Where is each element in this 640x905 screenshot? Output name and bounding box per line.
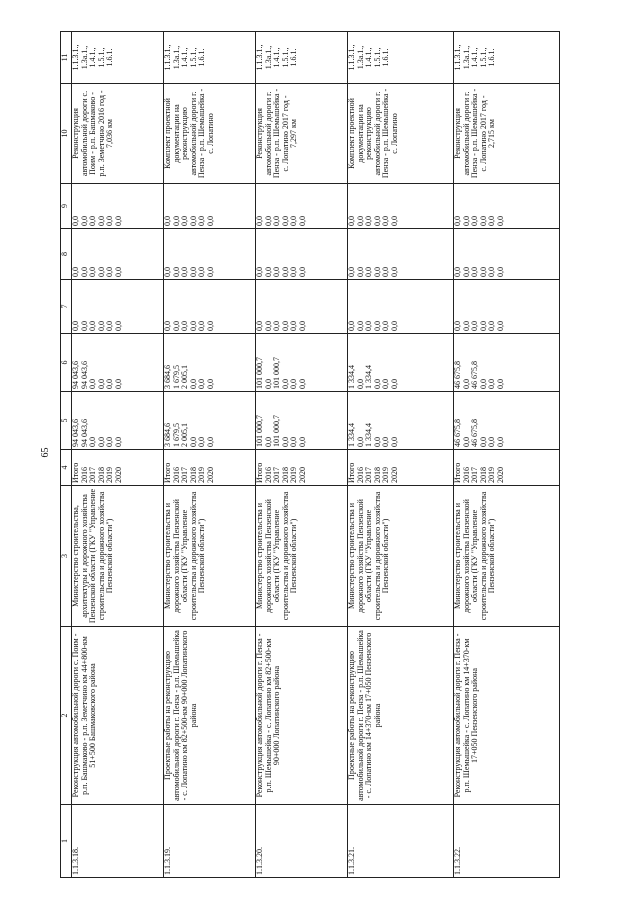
funding-local bbox=[164, 229, 256, 280]
funding-other bbox=[164, 184, 256, 229]
cell-line: 1 679,5 bbox=[171, 423, 181, 447]
cell-line: 0,0 bbox=[180, 321, 190, 331]
cell-line: 1 679,5 bbox=[171, 365, 181, 389]
cell-line: 0,0 bbox=[461, 321, 471, 331]
cell-line: 0,0 bbox=[88, 216, 98, 226]
cell-line: 101 000,7 bbox=[255, 357, 264, 389]
cell-line: 0,0 bbox=[478, 379, 488, 389]
col-header: 4 bbox=[61, 450, 72, 486]
cell-line: 0,0 bbox=[461, 379, 471, 389]
funding-local bbox=[256, 229, 348, 280]
cell-line: 2016 bbox=[79, 467, 89, 483]
cell-line: 1.4.1., bbox=[180, 47, 190, 68]
cell-line: 0,0 bbox=[113, 379, 123, 389]
cell-line: 0,0 bbox=[487, 321, 497, 331]
cell-line: Итого bbox=[71, 462, 80, 483]
page-number: 65 bbox=[40, 447, 51, 458]
expected-result: Реконструкция автомобильной дороги г. Пенза - р.п. Шемышейка - с. Лопатино 2017 год - 2,715 км bbox=[454, 84, 560, 184]
indicator-links bbox=[256, 32, 348, 84]
cell-line: 0,0 bbox=[263, 321, 273, 331]
cell-line: 0,0 bbox=[355, 437, 365, 447]
cell-line: 2017 bbox=[180, 467, 190, 483]
cell-line: 1.1.3.1., bbox=[71, 44, 80, 71]
col-header: 2 bbox=[61, 627, 72, 805]
cell-line: 0,0 bbox=[381, 216, 391, 226]
cell-line: 1.3а.1., bbox=[355, 45, 365, 70]
cell-line: 0,0 bbox=[205, 437, 215, 447]
cell-line: 0,0 bbox=[453, 321, 462, 331]
cell-line: 0,0 bbox=[113, 437, 123, 447]
cell-line: 0,0 bbox=[205, 216, 215, 226]
cell-line: 1.6.1. bbox=[197, 48, 207, 67]
cell-line: 0,0 bbox=[355, 267, 365, 277]
cell-line: 0,0 bbox=[197, 267, 207, 277]
cell-line: 46 675,8 bbox=[453, 419, 462, 447]
cell-line: 0,0 bbox=[347, 267, 356, 277]
col-header: 3 bbox=[61, 486, 72, 627]
activity-name: Проектные работы на реконструкцию автомобильной дороги г. Пенза - р.п. Шемышейка - с. Лопатино км 14+370-км 17+050 Пензенского района bbox=[348, 627, 454, 805]
cell-line: Итого bbox=[255, 462, 264, 483]
cell-line: 0,0 bbox=[364, 321, 374, 331]
cell-line: 0,0 bbox=[355, 216, 365, 226]
cell-line: 0,0 bbox=[461, 267, 471, 277]
cell-line: 1 334,4 bbox=[364, 365, 374, 389]
cell-line: 0,0 bbox=[487, 216, 497, 226]
row-number: 1.1.3.19. bbox=[164, 805, 256, 878]
cell-line: 2017 bbox=[88, 467, 98, 483]
cell-line: 2019 bbox=[197, 467, 207, 483]
funding-total bbox=[454, 392, 560, 450]
table-row bbox=[256, 32, 348, 878]
cell-line: 2017 bbox=[364, 467, 374, 483]
cell-line: 1.1.3.1., bbox=[255, 44, 264, 71]
cell-line: 0,0 bbox=[495, 267, 505, 277]
col-header: 6 bbox=[61, 334, 72, 392]
cell-line: Итого bbox=[347, 462, 356, 483]
cell-line: 2016 bbox=[171, 467, 181, 483]
funding-federal bbox=[256, 280, 348, 334]
cell-line: 0,0 bbox=[188, 437, 198, 447]
cell-line: 0,0 bbox=[478, 437, 488, 447]
cell-line: 0,0 bbox=[71, 267, 80, 277]
activity-name: Проектные работы на реконструкцию автомобильной дороги г. Пенза - р.п. Шемышейка - с. Лопатино км 82+500-км 90+000 Лопатинского района bbox=[164, 627, 256, 805]
cell-line: 1.6.1. bbox=[381, 48, 391, 67]
cell-line: 46 675,8 bbox=[470, 419, 480, 447]
cell-line: 0,0 bbox=[495, 321, 505, 331]
cell-line: 0,0 bbox=[197, 216, 207, 226]
cell-line: 101 000,7 bbox=[272, 357, 282, 389]
cell-line: 94 043,6 bbox=[71, 419, 80, 447]
cell-line: 0,0 bbox=[461, 437, 471, 447]
cell-line: 0,0 bbox=[389, 216, 399, 226]
expected-result: Комплект проектной документации на реконструкцию автомобильной дороги г. Пенза - р.п. Шемышейка - с. Лопатино bbox=[164, 84, 256, 184]
cell-line: 1.1.3.1., bbox=[453, 44, 462, 71]
cell-line: 0,0 bbox=[487, 437, 497, 447]
cell-line: 0,0 bbox=[453, 216, 462, 226]
cell-line: 0,0 bbox=[255, 321, 264, 331]
cell-line: 0,0 bbox=[297, 379, 307, 389]
cell-line: 0,0 bbox=[105, 267, 115, 277]
cell-line: 0,0 bbox=[105, 321, 115, 331]
header-row bbox=[61, 32, 72, 878]
cell-line: 1.3а.1., bbox=[461, 45, 471, 70]
cell-line: 0,0 bbox=[372, 216, 382, 226]
cell-line: 1 334,4 bbox=[364, 423, 374, 447]
cell-line: 0,0 bbox=[389, 267, 399, 277]
table-row bbox=[454, 32, 560, 878]
cell-line: 2020 bbox=[389, 467, 399, 483]
cell-line: 0,0 bbox=[381, 437, 391, 447]
cell-line: 0,0 bbox=[478, 321, 488, 331]
period-years bbox=[348, 450, 454, 486]
cell-line: 0,0 bbox=[297, 321, 307, 331]
cell-line: Итого bbox=[453, 462, 462, 483]
col-header: 8 bbox=[61, 229, 72, 280]
funding-federal bbox=[454, 280, 560, 334]
col-header: 11 bbox=[61, 32, 72, 84]
funding-other bbox=[72, 184, 164, 229]
cell-line: 0,0 bbox=[255, 267, 264, 277]
cell-line: 0,0 bbox=[205, 321, 215, 331]
cell-line: 0,0 bbox=[389, 321, 399, 331]
cell-line: 2019 bbox=[289, 467, 299, 483]
executor-name: Министерство строительства и дорожного хозяйства Пензенской области (ГКУ "Управление строительства и дорожного хозяйства Пензенской области") bbox=[256, 486, 348, 627]
cell-line: 1.4.1., bbox=[272, 47, 282, 68]
cell-line: 0,0 bbox=[88, 437, 98, 447]
cell-line: 1.3а.1., bbox=[263, 45, 273, 70]
cell-line: 0,0 bbox=[263, 267, 273, 277]
cell-line: 0,0 bbox=[205, 379, 215, 389]
cell-line: 1.6.1. bbox=[289, 48, 299, 67]
col-header: 1 bbox=[61, 805, 72, 878]
cell-line: 0,0 bbox=[289, 267, 299, 277]
cell-line: 2018 bbox=[372, 467, 382, 483]
cell-line: 2016 bbox=[461, 467, 471, 483]
cell-line: 0,0 bbox=[96, 379, 106, 389]
cell-line: 0,0 bbox=[372, 321, 382, 331]
cell-line: 0,0 bbox=[297, 437, 307, 447]
cell-line: 0,0 bbox=[381, 379, 391, 389]
cell-line: 46 675,8 bbox=[453, 361, 462, 389]
expected-result: Комплект проектной документации на реконструкцию автомобильной дороги г. Пенза - р.п. Шемышейка - с. Лопатино bbox=[348, 84, 454, 184]
cell-line: 0,0 bbox=[197, 437, 207, 447]
cell-line: 94 043,6 bbox=[79, 361, 89, 389]
cell-line: 0,0 bbox=[297, 267, 307, 277]
cell-line: 0,0 bbox=[255, 216, 264, 226]
funding-federal bbox=[348, 280, 454, 334]
cell-line: 1.1.3.1., bbox=[347, 44, 356, 71]
funding-total bbox=[256, 392, 348, 450]
cell-line: 0,0 bbox=[487, 379, 497, 389]
cell-line: 0,0 bbox=[280, 216, 290, 226]
cell-line: Итого bbox=[163, 462, 172, 483]
cell-line: 3 684,6 bbox=[163, 365, 172, 389]
cell-line: 2018 bbox=[280, 467, 290, 483]
cell-line: 0,0 bbox=[105, 216, 115, 226]
cell-line: 0,0 bbox=[263, 379, 273, 389]
cell-line: 1.6.1. bbox=[105, 48, 115, 67]
cell-line: 2017 bbox=[272, 467, 282, 483]
cell-line: 0,0 bbox=[197, 321, 207, 331]
cell-line: 0,0 bbox=[188, 321, 198, 331]
funding-federal bbox=[164, 280, 256, 334]
cell-line: 1.4.1., bbox=[470, 47, 480, 68]
expected-result: Реконструкция автомобильной дороги г. Пенза - р.п. Шемышейка - с. Лопатино 2017 год - 7,297 км bbox=[256, 84, 348, 184]
cell-line: 2018 bbox=[478, 467, 488, 483]
period-years bbox=[72, 450, 164, 486]
cell-line: 0,0 bbox=[372, 379, 382, 389]
cell-line: 0,0 bbox=[272, 321, 282, 331]
col-header: 7 bbox=[61, 280, 72, 334]
funding-local bbox=[454, 229, 560, 280]
table-row bbox=[348, 32, 454, 878]
cell-line: 0,0 bbox=[289, 437, 299, 447]
cell-line: 1.5.1., bbox=[372, 47, 382, 68]
cell-line: 1.5.1., bbox=[188, 47, 198, 68]
cell-line: 0,0 bbox=[272, 267, 282, 277]
cell-line: 2020 bbox=[205, 467, 215, 483]
indicator-links bbox=[348, 32, 454, 84]
cell-line: 0,0 bbox=[79, 321, 89, 331]
cell-line: 0,0 bbox=[163, 321, 172, 331]
funding-total bbox=[164, 392, 256, 450]
cell-line: 2019 bbox=[381, 467, 391, 483]
cell-line: 0,0 bbox=[263, 216, 273, 226]
cell-line: 0,0 bbox=[372, 437, 382, 447]
cell-line: 101 000,7 bbox=[255, 415, 264, 447]
cell-line: 0,0 bbox=[188, 267, 198, 277]
row-number: 1.1.3.20. bbox=[256, 805, 348, 878]
funding-local bbox=[348, 229, 454, 280]
cell-line: 0,0 bbox=[297, 216, 307, 226]
cell-line: 0,0 bbox=[180, 216, 190, 226]
cell-line: 0,0 bbox=[389, 379, 399, 389]
row-number: 1.1.3.18. bbox=[72, 805, 164, 878]
cell-line: 0,0 bbox=[364, 216, 374, 226]
cell-line: 0,0 bbox=[347, 216, 356, 226]
cell-line: 1.6.1. bbox=[487, 48, 497, 67]
cell-line: 0,0 bbox=[197, 379, 207, 389]
cell-line: 0,0 bbox=[389, 437, 399, 447]
cell-line: 1.5.1., bbox=[280, 47, 290, 68]
cell-line: 0,0 bbox=[96, 321, 106, 331]
executor-name: Министерство строительства и дорожного хозяйства Пензенской области (ГКУ "Управление строительства и дорожного хозяйства Пензенской области") bbox=[348, 486, 454, 627]
cell-line: 2019 bbox=[105, 467, 115, 483]
cell-line: 1 334,4 bbox=[347, 423, 356, 447]
cell-line: 0,0 bbox=[180, 267, 190, 277]
funding-regional bbox=[164, 334, 256, 392]
cell-line: 0,0 bbox=[171, 216, 181, 226]
cell-line: 0,0 bbox=[495, 379, 505, 389]
row-number: 1.1.3.21. bbox=[348, 805, 454, 878]
cell-line: 0,0 bbox=[188, 216, 198, 226]
cell-line: 46 675,8 bbox=[470, 361, 480, 389]
activity-name: Реконструкция автомобильной дороги г. Пенза - р.п. Шемышейка - с. Лопатино км 82+500-км 90+000 Лопатинского района bbox=[256, 627, 348, 805]
row-number: 1.1.3.22. bbox=[454, 805, 560, 878]
cell-line: 2020 bbox=[113, 467, 123, 483]
cell-line: 0,0 bbox=[470, 321, 480, 331]
cell-line: 0,0 bbox=[280, 267, 290, 277]
expected-result: Реконструкция автомобильной дороги с. Поим - р.п. Башмаково - р.п. Земетчино 2016 год - 7,036 км bbox=[72, 84, 164, 184]
cell-line: 0,0 bbox=[79, 216, 89, 226]
period-years bbox=[256, 450, 348, 486]
funding-regional bbox=[454, 334, 560, 392]
cell-line: 1.4.1., bbox=[364, 47, 374, 68]
cell-line: 2 005,1 bbox=[180, 423, 190, 447]
cell-line: 0,0 bbox=[113, 321, 123, 331]
cell-line: 0,0 bbox=[470, 267, 480, 277]
executor-name: Министерство строительства и дорожного хозяйства Пензенской области (ГКУ "Управление строительства и дорожного хозяйства Пензенской области") bbox=[164, 486, 256, 627]
activity-name: Реконструкция автомобильной дороги с. Поим - р.п. Башмаково - р.п. Земетчино км 44+800-км 51+500 Башмаковского района bbox=[72, 627, 164, 805]
cell-line: 0,0 bbox=[71, 216, 80, 226]
executor-name: Министерство строительства и дорожного хозяйства Пензенской области (ГКУ "Управление строительства и дорожного хозяйства Пензенской области") bbox=[454, 486, 560, 627]
funding-other bbox=[454, 184, 560, 229]
cell-line: 0,0 bbox=[205, 267, 215, 277]
cell-line: 2019 bbox=[487, 467, 497, 483]
cell-line: 0,0 bbox=[347, 321, 356, 331]
cell-line: 0,0 bbox=[88, 267, 98, 277]
cell-line: 0,0 bbox=[355, 379, 365, 389]
cell-line: 1.4.1., bbox=[88, 47, 98, 68]
activity-name: Реконструкция автомобильной дороги г. Пенза - р.п. Шемышейка - с. Лопатино км 14+370-км 17+050 Пензенского района bbox=[454, 627, 560, 805]
cell-line: 0,0 bbox=[487, 267, 497, 277]
cell-line: 0,0 bbox=[71, 321, 80, 331]
cell-line: 0,0 bbox=[478, 267, 488, 277]
cell-line: 101 000,7 bbox=[272, 415, 282, 447]
program-table bbox=[60, 31, 560, 878]
cell-line: 0,0 bbox=[113, 267, 123, 277]
cell-line: 0,0 bbox=[381, 267, 391, 277]
cell-line: 0,0 bbox=[453, 267, 462, 277]
cell-line: 0,0 bbox=[163, 267, 172, 277]
cell-line: 0,0 bbox=[495, 216, 505, 226]
cell-line: 2016 bbox=[263, 467, 273, 483]
cell-line: 0,0 bbox=[163, 216, 172, 226]
cell-line: 2018 bbox=[188, 467, 198, 483]
cell-line: 0,0 bbox=[79, 267, 89, 277]
cell-line: 0,0 bbox=[381, 321, 391, 331]
cell-line: 0,0 bbox=[272, 216, 282, 226]
cell-line: 0,0 bbox=[280, 321, 290, 331]
cell-line: 0,0 bbox=[113, 216, 123, 226]
funding-regional bbox=[72, 334, 164, 392]
cell-line: 0,0 bbox=[289, 379, 299, 389]
funding-regional bbox=[256, 334, 348, 392]
cell-line: 3 684,6 bbox=[163, 423, 172, 447]
cell-line: 0,0 bbox=[289, 321, 299, 331]
cell-line: 0,0 bbox=[88, 379, 98, 389]
cell-line: 2020 bbox=[495, 467, 505, 483]
cell-line: 2016 bbox=[355, 467, 365, 483]
period-years bbox=[164, 450, 256, 486]
table-row bbox=[72, 32, 164, 878]
cell-line: 94 043,6 bbox=[79, 419, 89, 447]
cell-line: 0,0 bbox=[461, 216, 471, 226]
col-header: 10 bbox=[61, 84, 72, 184]
cell-line: 94 043,6 bbox=[71, 361, 80, 389]
cell-line: 0,0 bbox=[105, 437, 115, 447]
cell-line: 0,0 bbox=[478, 216, 488, 226]
cell-line: 0,0 bbox=[263, 437, 273, 447]
cell-line: 0,0 bbox=[364, 267, 374, 277]
funding-local bbox=[72, 229, 164, 280]
indicator-links bbox=[164, 32, 256, 84]
cell-line: 0,0 bbox=[171, 267, 181, 277]
funding-total bbox=[348, 392, 454, 450]
col-header: 5 bbox=[61, 392, 72, 450]
cell-line: 2 005,1 bbox=[180, 365, 190, 389]
period-years bbox=[454, 450, 560, 486]
cell-line: 0,0 bbox=[280, 379, 290, 389]
cell-line: 0,0 bbox=[372, 267, 382, 277]
cell-line: 1.5.1., bbox=[478, 47, 488, 68]
cell-line: 0,0 bbox=[470, 216, 480, 226]
funding-total bbox=[72, 392, 164, 450]
cell-line: 0,0 bbox=[188, 379, 198, 389]
cell-line: 1.3а.1., bbox=[79, 45, 89, 70]
indicator-links bbox=[72, 32, 164, 84]
cell-line: 2020 bbox=[297, 467, 307, 483]
cell-line: 0,0 bbox=[355, 321, 365, 331]
funding-other bbox=[256, 184, 348, 229]
cell-line: 0,0 bbox=[280, 437, 290, 447]
cell-line: 0,0 bbox=[495, 437, 505, 447]
cell-line: 0,0 bbox=[88, 321, 98, 331]
cell-line: 1 334,4 bbox=[347, 365, 356, 389]
cell-line: 0,0 bbox=[96, 267, 106, 277]
cell-line: 0,0 bbox=[289, 216, 299, 226]
cell-line: 0,0 bbox=[105, 379, 115, 389]
cell-line: 1.3а.1., bbox=[171, 45, 181, 70]
cell-line: 0,0 bbox=[171, 321, 181, 331]
funding-federal bbox=[72, 280, 164, 334]
cell-line: 0,0 bbox=[96, 216, 106, 226]
cell-line: 0,0 bbox=[96, 437, 106, 447]
funding-other bbox=[348, 184, 454, 229]
executor-name: Министерство строительства, архитектуры и дорожного хозяйства Пензенской области (ГКУ "Управление строительства и дорожного хозяйства Пензенской области") bbox=[72, 486, 164, 627]
indicator-links bbox=[454, 32, 560, 84]
cell-line: 1.1.3.1., bbox=[163, 44, 172, 71]
funding-regional bbox=[348, 334, 454, 392]
table-row bbox=[164, 32, 256, 878]
cell-line: 1.5.1., bbox=[96, 47, 106, 68]
col-header: 9 bbox=[61, 184, 72, 229]
cell-line: 2017 bbox=[470, 467, 480, 483]
cell-line: 2018 bbox=[96, 467, 106, 483]
